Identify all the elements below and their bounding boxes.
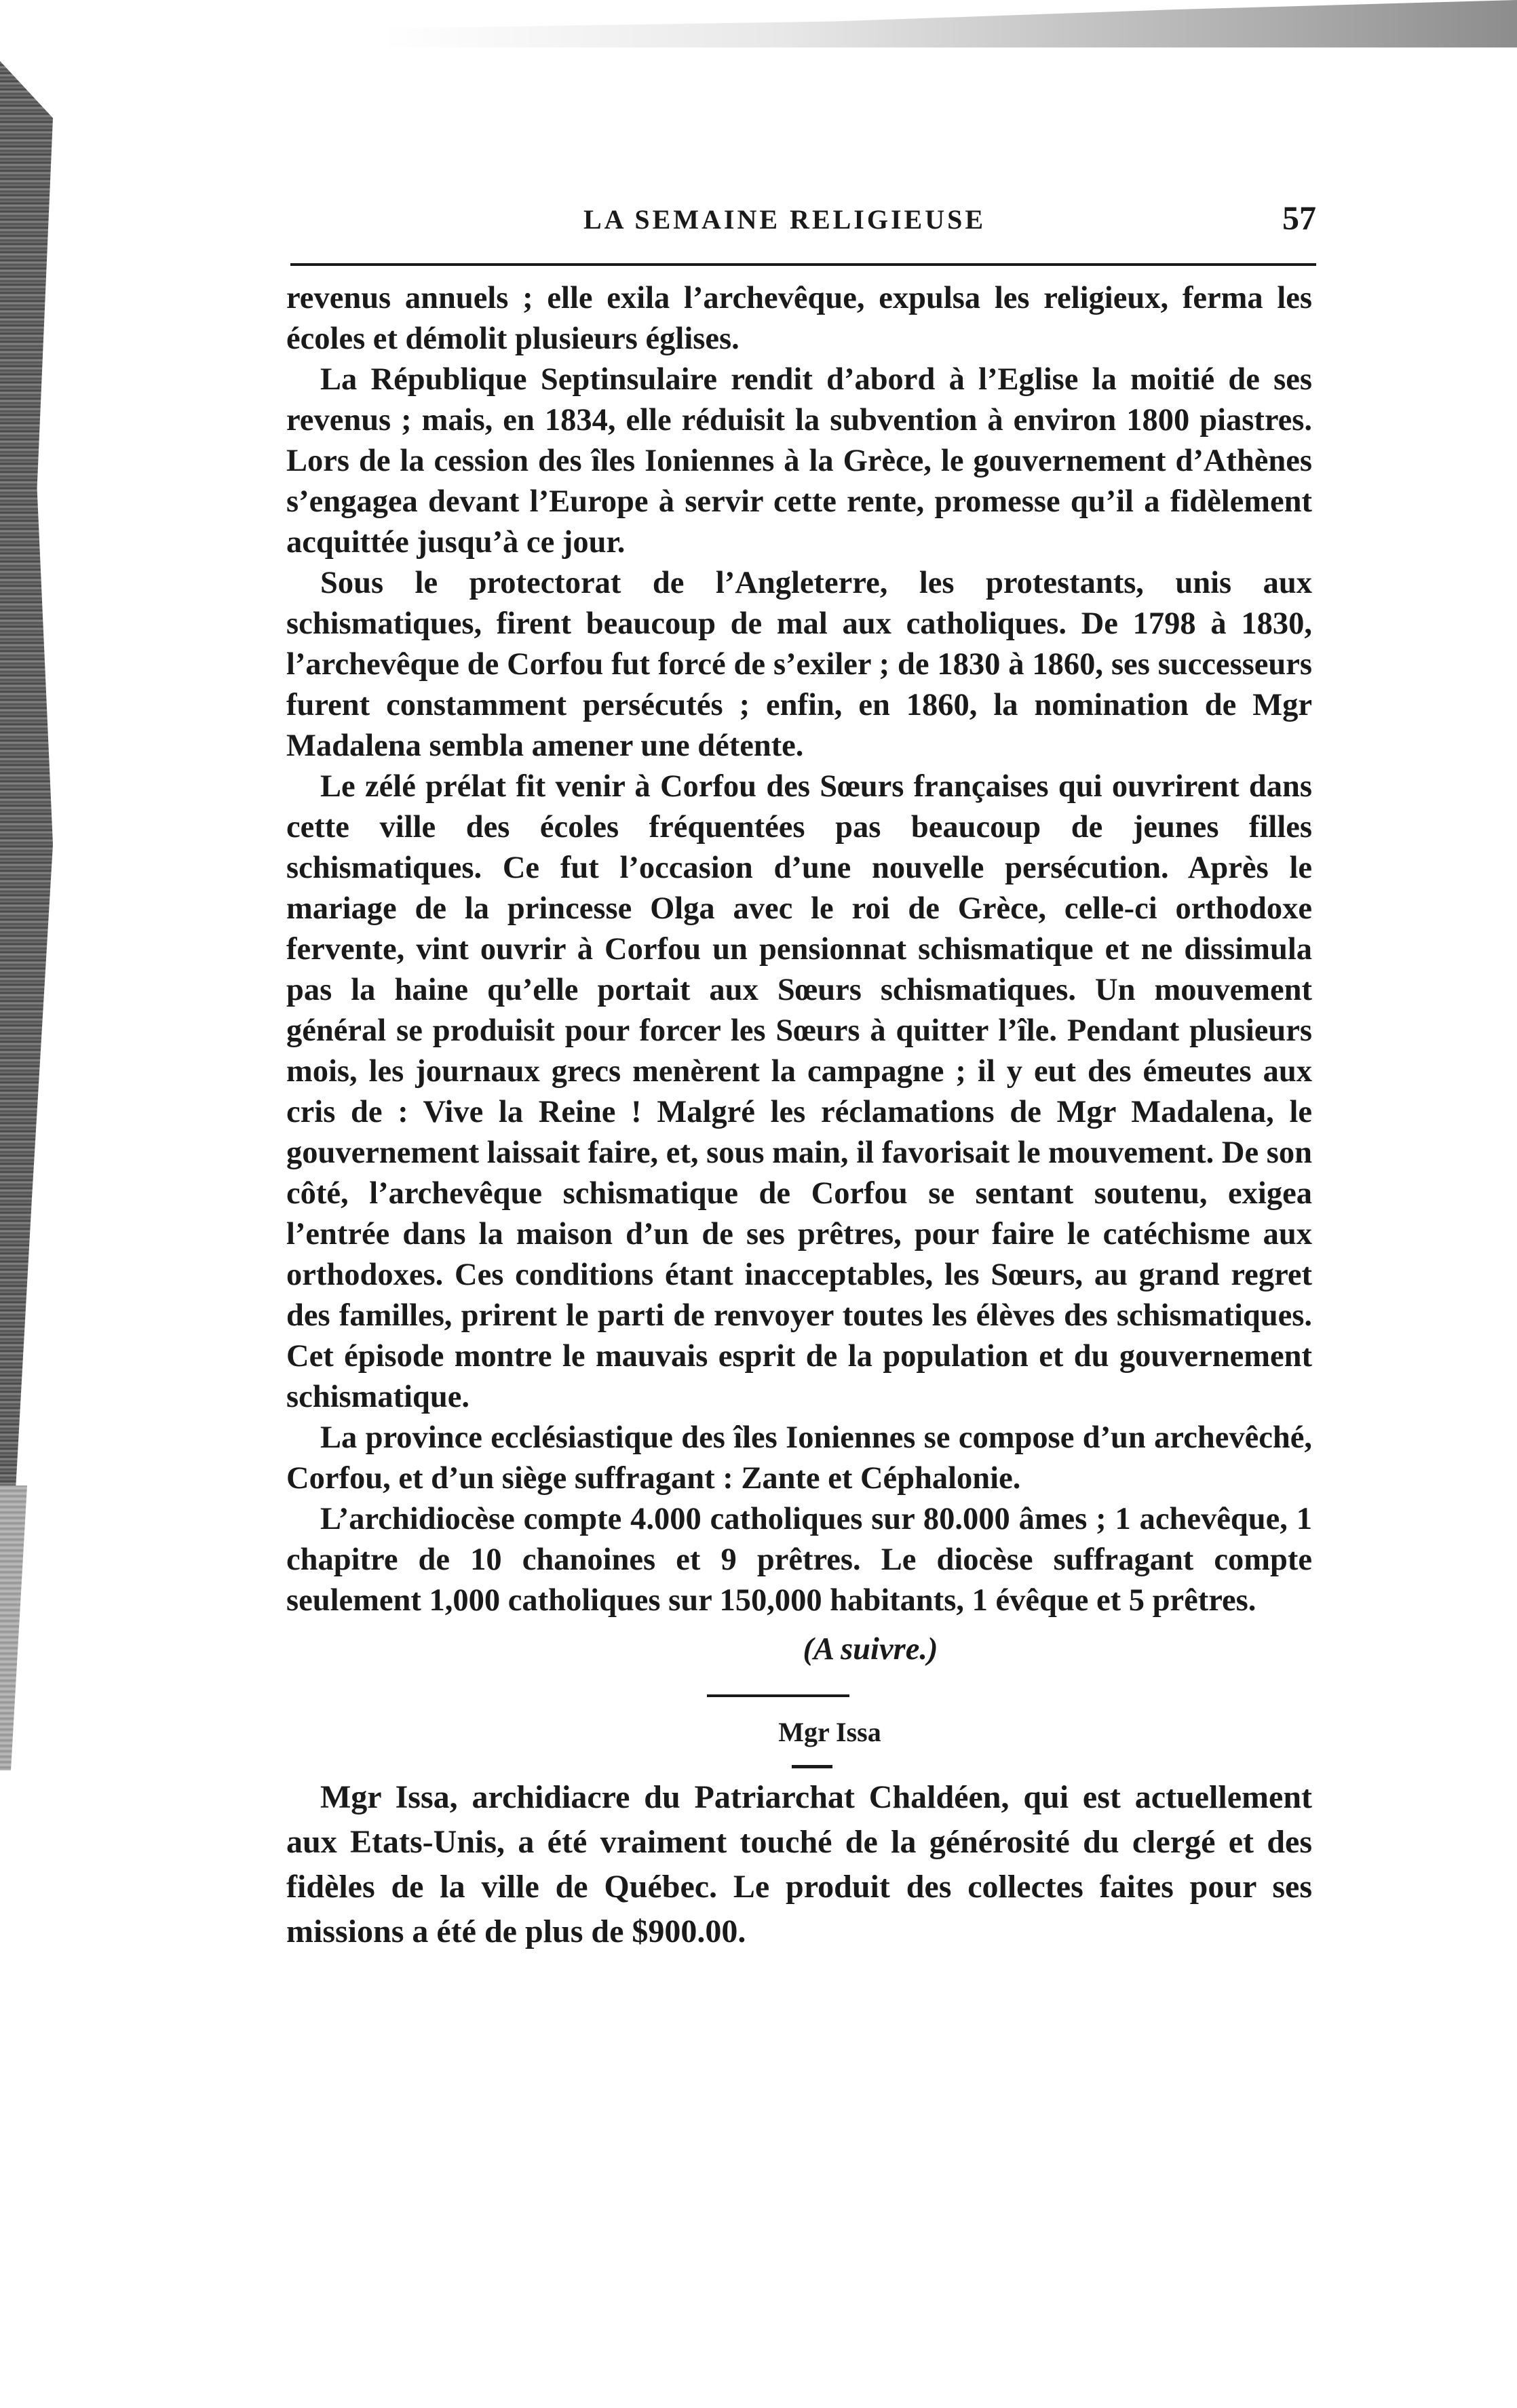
section-title: Mgr Issa <box>778 1717 881 1747</box>
paragraph-2: La République Septinsulaire rendit d’abord à l’Eglise la moitié de ses revenus ; mais, en 1834, elle réduisit la subvention à environ 1800 piastres. Lors de la cession des îles Ioniennes à la Grèce, le gouvernement d’Athènes s’engagea devant l’Europe à servir cette rente, promesse qu’il a fidèlement acquittée jusqu’à ce jour. <box>286 362 1312 560</box>
running-head <box>271 183 1316 244</box>
paragraph-5: La province ecclésiastique des îles Ioniennes se compose d’un archevêché, Corfou, et d’un siège suffragant : Zante et Céphalonie. <box>286 1420 1312 1496</box>
section-divider <box>707 1694 849 1697</box>
scan-shadow-left <box>0 61 53 1485</box>
paragraph-3: Sous le protectorat de l’Angleterre, les protestants, unis aux schismatiques, firent beaucoup de mal aux catholiques. De 1798 à 1830, l’archevêque de Corfou fut forcé de s’exiler ; de 1830 à 1860, ses successeurs furent constamment persécutés ; enfin, en 1860, la nomination de Mgr Madalena sembla amener une détente. <box>286 566 1312 763</box>
page-number: 57 <box>1282 199 1316 237</box>
scan-shadow-left-lower <box>0 1485 27 1770</box>
section-paragraph: Mgr Issa, archidiacre du Patriarchat Chaldéen, qui est actuellement aux Etats-Unis, a été vraiment touché de la générosité du clergé et des fidèles de la ville de Québec. Le produit des collectes faites pour ses missions a été de plus de $900.00. <box>286 1779 1312 1949</box>
section-title-underline <box>792 1765 832 1768</box>
document-page <box>271 183 1316 1949</box>
to-be-continued: (A suivre.) <box>803 1632 938 1667</box>
running-title: LA SEMAINE RELIGIEUSE <box>583 204 986 235</box>
scan-shadow-top <box>380 0 1517 47</box>
paragraph-4: Le zélé prélat fit venir à Corfou des Sœurs françaises qui ouvrirent dans cette ville des écoles fréquentées pas beaucoup de jeunes filles schismatiques. Ce fut l’occasion d’une nouvelle persécution. Après le mariage de la princesse Olga avec le roi de Grèce, celle-ci orthodoxe fervente, vint ouvrir à Corfou un pensionnat schismatique et ne dissimula pas la haine qu’elle portait aux Sœurs schismatiques. Un mouvement général se produisit pour forcer les Sœurs à quitter l’île. Pendant plusieurs mois, les journaux grecs menèrent la campagne ; il y eut des émeutes aux cris de : Vive la Reine ! Malgré les réclamations de Mgr Madalena, le gouvernement laissait faire, et, sous main, il favorisait le mouvement. De son côté, l’archevêque schismatique de Corfou se sentant soutenu, exigea l’entrée dans la maison d’un de ses prêtres, pour faire le catéchisme aux orthodoxes. Ces conditions étant inacceptables, les Sœurs, au grand regret des familles, prirent le parti de renvoyer toutes les élèves des schismatiques. Cet épisode montre le mauvais esprit de la population et du gouvernement schismatique. <box>286 769 1312 1414</box>
paragraph-6: L’archidiocèse compte 4.000 catholiques sur 80.000 âmes ; 1 achevêque, 1 chapitre de 10 chanoines et 9 prêtres. Le diocèse suffragant compte seulement 1,000 catholiques sur 150,000 habitants, 1 évêque et 5 prêtres. <box>286 1502 1312 1618</box>
paragraph-1: revenus annuels ; elle exila l’archevêque, expulsa les religieux, ferma les écoles et démolit plusieurs églises. <box>286 281 1312 356</box>
article-body <box>286 278 1312 1954</box>
header-rule <box>290 263 1316 266</box>
